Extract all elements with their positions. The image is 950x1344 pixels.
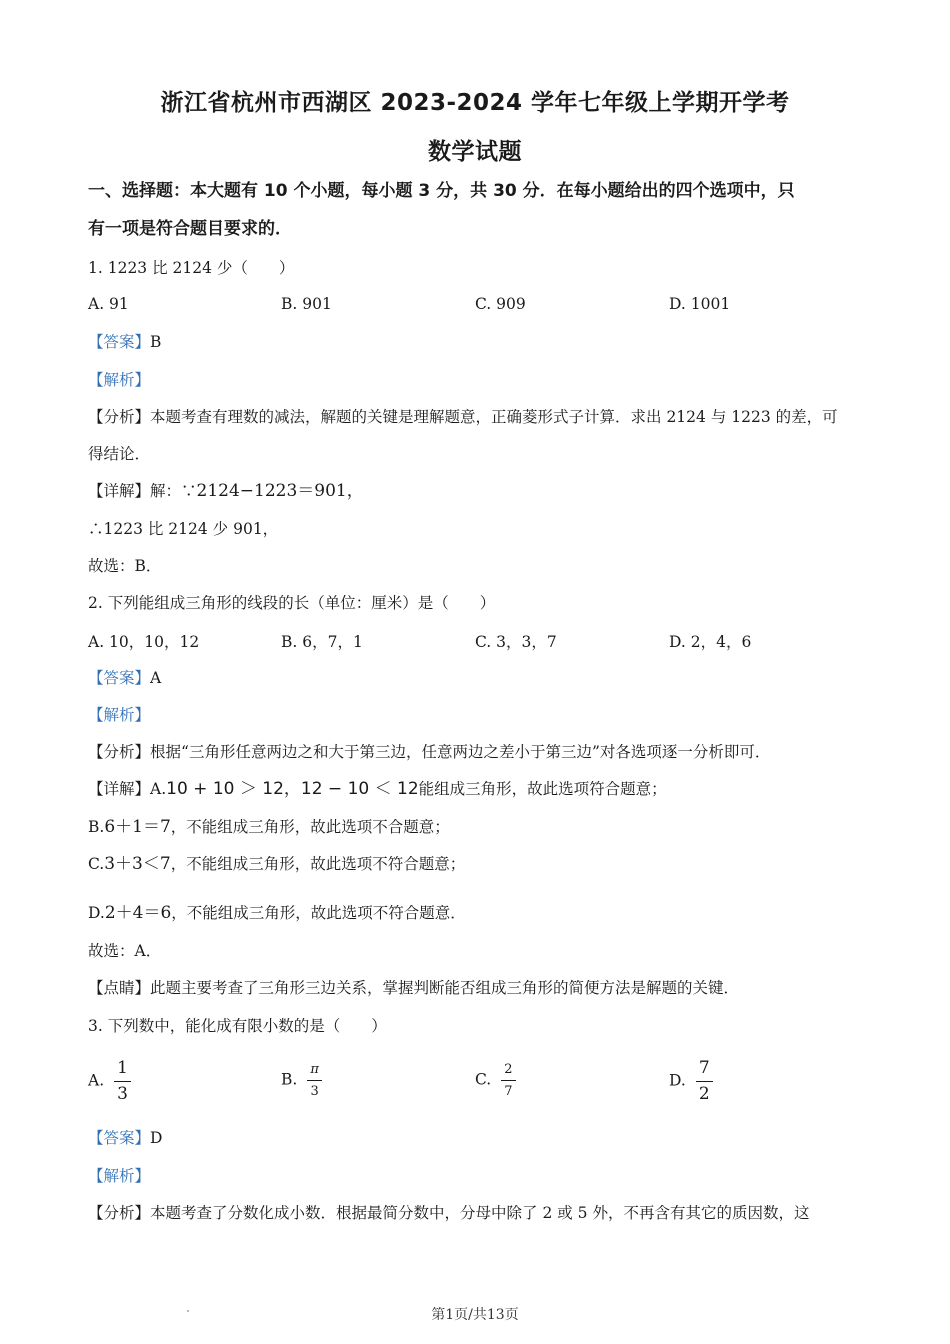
q2-detail-b-math: 6＋1＝7 bbox=[104, 817, 171, 837]
q2-detail-a bbox=[88, 779, 868, 799]
q1-detail-conclusion: ∴1223 比 2124 少 901， bbox=[88, 520, 279, 538]
q2-detail-d-text: ，不能组成三角形，故此选项不符合题意． bbox=[171, 904, 466, 922]
q1-equation: 2124−1223＝901， bbox=[196, 481, 364, 501]
question-3-stem: 3. 下列数中，能化成有限小数的是（ ） bbox=[88, 1017, 387, 1035]
denominator: 3 bbox=[310, 1084, 319, 1099]
q2-fenxi-text: 根据“三角形任意两边之和大于第三边，任意两边之差小于第三边”对各选项逐一分析即可． bbox=[150, 743, 771, 761]
q1-option-d: D. 1001 bbox=[669, 295, 731, 313]
fraction-bar bbox=[114, 1081, 131, 1082]
numerator: 1 bbox=[117, 1058, 128, 1078]
document-subtitle: 数学试题 bbox=[428, 139, 522, 165]
q1-analysis-tag bbox=[88, 370, 868, 390]
numerator: π bbox=[310, 1062, 319, 1077]
q3-answer bbox=[88, 1128, 868, 1148]
q1-answer-value: B bbox=[150, 333, 162, 351]
question-1-stem: 1. 1223 比 2124 少（ ） bbox=[88, 259, 295, 277]
fraction-bar bbox=[501, 1080, 515, 1081]
q2-detail-b-prefix: B. bbox=[88, 818, 105, 836]
q2-detail-b bbox=[88, 817, 868, 837]
answer-tag: 【答案】 bbox=[88, 669, 151, 687]
fraction-bar bbox=[696, 1081, 713, 1082]
q2-detail-a-text: 能组成三角形，故此选项符合题意； bbox=[418, 780, 667, 798]
q3-option-b-letter: B. bbox=[281, 1070, 298, 1089]
q1-option-b: B. 901 bbox=[281, 295, 332, 313]
fenxi-tag: 【分析】 bbox=[88, 408, 151, 426]
q2-option-b: B. 6，7，1 bbox=[281, 633, 363, 651]
q2-option-a: A. 10，10，12 bbox=[88, 633, 200, 651]
q3-option-b bbox=[281, 1062, 322, 1099]
q3-analysis-tag bbox=[88, 1166, 868, 1186]
q2-detail-a-math: 10 + 10 ＞ 12，12 − 10 ＜ 12 bbox=[166, 779, 419, 799]
q2-answer-value: A bbox=[150, 669, 162, 687]
section-heading: 一、选择题：本大题有 10 个小题，每小题 3 分，共 30 分．在每小题给出的四个选项中，只 bbox=[88, 181, 795, 201]
q3-option-c bbox=[475, 1062, 516, 1099]
q2-detail-c bbox=[88, 854, 868, 874]
analysis-tag: 【解析】 bbox=[88, 371, 151, 389]
fenxi-tag: 【分析】 bbox=[88, 743, 151, 761]
q2-detail-a-prefix: A. bbox=[150, 780, 167, 798]
q1-fenxi-continued: 得结论． bbox=[88, 445, 151, 463]
page-number: 第1页/共13页 bbox=[431, 1307, 519, 1323]
denominator: 7 bbox=[504, 1084, 513, 1099]
document-title: 浙江省杭州市西湖区 2023-2024 学年七年级上学期开学考 bbox=[160, 90, 790, 116]
q2-fenxi bbox=[88, 742, 868, 762]
answer-tag: 【答案】 bbox=[88, 1129, 151, 1147]
q1-detail-lead: 解：∵ bbox=[150, 482, 197, 500]
q2-option-d: D. 2，4，6 bbox=[669, 633, 752, 651]
q1-fenxi bbox=[88, 407, 868, 427]
q2-analysis-tag bbox=[88, 705, 868, 725]
numerator: 2 bbox=[504, 1062, 513, 1077]
q2-dianjing bbox=[88, 978, 868, 998]
q2-choose: 故选：A． bbox=[88, 942, 162, 960]
q3-answer-value: D bbox=[150, 1129, 163, 1147]
q3-option-d-letter: D. bbox=[669, 1071, 686, 1090]
detail-tag: 【详解】 bbox=[88, 780, 151, 798]
q3-fenxi-text: 本题考查了分数化成小数．根据最简分数中，分母中除了 2 或 5 外，不再含有其它的质因数，这 bbox=[150, 1204, 810, 1222]
dianjing-tag: 【点睛】 bbox=[88, 979, 151, 997]
fraction-two-sevenths bbox=[501, 1062, 515, 1099]
q2-answer bbox=[88, 668, 868, 688]
section-heading-continued: 有一项是符合题目要求的． bbox=[88, 219, 292, 239]
q1-choose: 故选：B． bbox=[88, 557, 162, 575]
fraction-bar bbox=[307, 1080, 322, 1081]
fraction-seven-halves bbox=[696, 1059, 713, 1104]
q3-option-a bbox=[88, 1059, 131, 1104]
q2-detail-c-prefix: C. bbox=[88, 855, 105, 873]
q2-detail-b-text: ，不能组成三角形，故此选项不合题意； bbox=[170, 818, 450, 836]
q1-answer bbox=[88, 332, 868, 352]
q2-detail-d-prefix: D. bbox=[88, 904, 105, 922]
analysis-tag: 【解析】 bbox=[88, 706, 151, 724]
denominator: 3 bbox=[117, 1084, 128, 1104]
q2-detail-c-math: 3＋3＜7 bbox=[104, 854, 171, 874]
q2-detail-d bbox=[88, 903, 868, 923]
fraction-pi-over-three bbox=[307, 1062, 322, 1099]
analysis-tag: 【解析】 bbox=[88, 1167, 151, 1185]
denominator: 2 bbox=[698, 1084, 710, 1104]
q1-fenxi-text: 本题考查有理数的减法，解题的关键是理解题意，正确菱形式子计算．求出 2124 与 1223 的差，可 bbox=[150, 408, 838, 426]
q2-option-c: C. 3，3，7 bbox=[475, 633, 557, 651]
q3-option-c-letter: C. bbox=[475, 1070, 492, 1089]
q1-option-c: C. 909 bbox=[475, 295, 526, 313]
answer-tag: 【答案】 bbox=[88, 333, 151, 351]
q2-detail-d-math: 2＋4＝6 bbox=[104, 903, 172, 923]
q1-option-a: A. 91 bbox=[88, 295, 129, 313]
numerator: 7 bbox=[698, 1058, 710, 1078]
detail-tag: 【详解】 bbox=[88, 482, 151, 500]
q3-option-a-letter: A. bbox=[88, 1071, 105, 1090]
q2-dianjing-text: 此题主要考查了三角形三边关系，掌握判断能否组成三角形的简便方法是解题的关键． bbox=[150, 979, 740, 997]
q3-option-d bbox=[669, 1059, 713, 1104]
q2-detail-c-text: ，不能组成三角形，故此选项不符合题意； bbox=[170, 855, 466, 873]
q1-detail bbox=[88, 481, 868, 501]
question-2-stem: 2. 下列能组成三角形的线段的长（单位：厘米）是（ ） bbox=[88, 594, 496, 612]
fenxi-tag: 【分析】 bbox=[88, 1204, 151, 1222]
q3-fenxi bbox=[88, 1203, 868, 1223]
fraction-one-third bbox=[114, 1059, 131, 1104]
